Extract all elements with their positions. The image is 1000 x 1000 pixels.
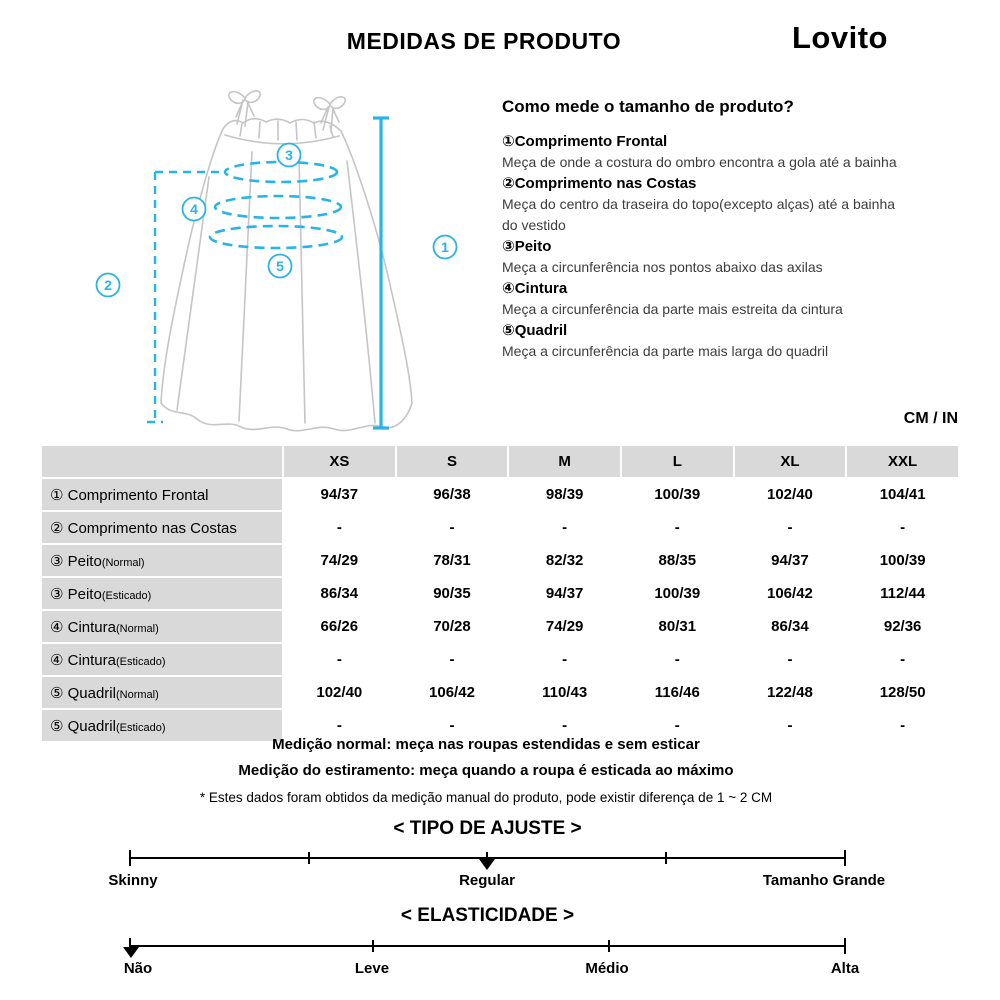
fit-label-tamanho-grande: Tamanho Grande bbox=[762, 872, 886, 889]
elasticity-marker-icon bbox=[123, 947, 139, 958]
size-value-cell: 102/40 bbox=[316, 684, 363, 701]
column-header-xs: XS bbox=[284, 446, 395, 477]
size-value-cell: - bbox=[336, 717, 342, 734]
size-value-cell: - bbox=[449, 651, 455, 668]
row-label: ④ Cintura(Esticado) bbox=[42, 644, 282, 675]
size-value-cell: 94/37 bbox=[771, 552, 809, 569]
guide-desc-waist: Meça a circunferência da parte mais estreita da cintura bbox=[502, 301, 843, 317]
table-row bbox=[42, 479, 958, 510]
measure-guide bbox=[502, 97, 902, 362]
size-value-cell: 90/35 bbox=[433, 585, 471, 602]
size-value-cell: 66/26 bbox=[320, 618, 359, 635]
size-value-cell: 94/37 bbox=[320, 486, 359, 503]
elasticity-label-alta: Alta bbox=[830, 960, 860, 977]
svg-text:2: 2 bbox=[104, 277, 112, 293]
size-value-cell: 100/39 bbox=[654, 486, 701, 503]
size-value-cell: - bbox=[449, 519, 455, 536]
size-value-cell: - bbox=[562, 519, 568, 536]
size-value-cell: - bbox=[336, 651, 342, 668]
column-header bbox=[42, 446, 282, 477]
size-value-cell: - bbox=[900, 717, 906, 734]
unit-label: CM / IN bbox=[903, 410, 958, 427]
marker-5 bbox=[269, 255, 292, 278]
size-value-cell: - bbox=[336, 519, 342, 536]
table-header-row bbox=[42, 446, 958, 477]
fit-marker-icon bbox=[479, 859, 495, 870]
column-header-xxl: XXL bbox=[847, 446, 958, 477]
svg-text:4: 4 bbox=[190, 201, 198, 217]
size-value-cell: 104/41 bbox=[879, 486, 926, 503]
marker-2 bbox=[97, 274, 120, 297]
marker-3 bbox=[278, 144, 301, 167]
elasticity-scale-line bbox=[130, 945, 845, 947]
marker-4 bbox=[183, 198, 206, 221]
size-value-cell: 94/37 bbox=[545, 585, 584, 602]
fit-label-regular: Regular bbox=[459, 872, 515, 889]
guide-label-back-length: ②Comprimento nas Costas bbox=[502, 175, 697, 192]
column-header-l: L bbox=[622, 446, 733, 477]
svg-text:3: 3 bbox=[285, 147, 293, 163]
waist-measure-ellipse bbox=[215, 196, 341, 218]
size-value-cell: 106/42 bbox=[429, 684, 475, 701]
row-label: ⑤ Quadril(Esticado) bbox=[42, 710, 282, 741]
size-value-cell: 98/39 bbox=[545, 486, 584, 503]
column-header-s: S bbox=[397, 446, 508, 477]
size-value-cell: - bbox=[449, 717, 455, 734]
size-value-cell: 102/40 bbox=[767, 486, 813, 503]
table-row bbox=[42, 578, 958, 609]
size-value-cell: - bbox=[787, 717, 793, 734]
size-value-cell: 74/29 bbox=[320, 552, 359, 569]
size-value-cell: 96/38 bbox=[433, 486, 471, 503]
bust-measure-ellipse bbox=[225, 162, 337, 182]
row-label: ② Comprimento nas Costas bbox=[42, 512, 282, 543]
size-value-cell: 88/35 bbox=[658, 552, 697, 569]
size-value-cell: 74/29 bbox=[545, 618, 584, 635]
guide-label-bust: ③Peito bbox=[502, 238, 552, 255]
size-value-cell: 86/34 bbox=[771, 618, 809, 635]
size-value-cell: - bbox=[674, 717, 680, 734]
page-title: MEDIDAS DE PRODUTO bbox=[346, 28, 622, 54]
size-value-cell: 116/46 bbox=[654, 684, 700, 701]
table-row bbox=[42, 512, 958, 543]
size-value-cell: - bbox=[562, 717, 568, 734]
size-value-cell: 122/48 bbox=[767, 684, 813, 701]
hip-measure-ellipse bbox=[210, 226, 342, 248]
size-value-cell: 106/42 bbox=[767, 585, 813, 602]
size-value-cell: 86/34 bbox=[320, 585, 359, 602]
guide-desc-front-length: Meça de onde a costura do ombro encontra a gola até a bainha bbox=[502, 154, 897, 170]
size-value-cell: - bbox=[900, 519, 906, 536]
marker-1 bbox=[434, 236, 457, 259]
size-value-cell: - bbox=[787, 651, 793, 668]
size-value-cell: 70/28 bbox=[433, 618, 471, 635]
guide-desc-hip: Meça a circunferência da parte mais larga do quadril bbox=[502, 343, 829, 359]
table-row bbox=[42, 677, 958, 708]
note-stretch-measure: Medição do estiramento: meça quando a roupa é esticada ao máximo bbox=[238, 762, 734, 779]
row-label: ⑤ Quadril(Normal) bbox=[42, 677, 282, 708]
size-value-cell: 78/31 bbox=[433, 552, 471, 569]
table-row bbox=[42, 545, 958, 576]
elasticity-label-medio: Médio bbox=[585, 960, 629, 977]
elasticity-scale-title: < ELASTICIDADE > bbox=[400, 905, 575, 926]
note-disclaimer: * Estes dados foram obtidos da medição manual do produto, pode existir diferença de 1 ~ 2 CM bbox=[199, 790, 773, 805]
fit-scale-title: < TIPO DE AJUSTE > bbox=[393, 818, 582, 839]
brand-logo: Lovito bbox=[792, 20, 888, 55]
size-value-cell: - bbox=[674, 519, 680, 536]
size-value-cell: - bbox=[674, 651, 680, 668]
guide-desc-back-length: Meça do centro da traseira do topo(excepto alças) até a bainha do vestido bbox=[502, 196, 896, 233]
size-value-cell: 110/43 bbox=[542, 684, 588, 701]
size-value-cell: 92/36 bbox=[883, 618, 922, 635]
note-normal-measure: Medição normal: meça nas roupas estendidas e sem esticar bbox=[272, 736, 700, 753]
fit-label-skinny: Skinny bbox=[108, 872, 158, 889]
row-label: ③ Peito(Esticado) bbox=[42, 578, 282, 609]
size-value-cell: 82/32 bbox=[545, 552, 584, 569]
svg-text:1: 1 bbox=[441, 239, 449, 255]
guide-heading: Como mede o tamanho de produto? bbox=[502, 97, 794, 116]
guide-desc-bust: Meça a circunferência nos pontos abaixo das axilas bbox=[502, 259, 823, 275]
guide-label-waist: ④Cintura bbox=[502, 280, 568, 297]
size-value-cell: 100/39 bbox=[879, 552, 926, 569]
size-value-cell: 128/50 bbox=[879, 684, 926, 701]
dress-diagram bbox=[46, 72, 480, 444]
elasticity-label-leve: Leve bbox=[354, 960, 390, 977]
row-label: ① Comprimento Frontal bbox=[42, 479, 282, 510]
size-value-cell: 80/31 bbox=[658, 618, 697, 635]
size-value-cell: 100/39 bbox=[654, 585, 701, 602]
table-row bbox=[42, 644, 958, 675]
svg-text:5: 5 bbox=[276, 258, 284, 274]
table-row bbox=[42, 611, 958, 642]
size-value-cell: - bbox=[562, 651, 568, 668]
size-value-cell: 112/44 bbox=[880, 585, 926, 602]
column-header-xl: XL bbox=[735, 446, 846, 477]
row-label: ③ Peito(Normal) bbox=[42, 545, 282, 576]
size-value-cell: - bbox=[787, 519, 793, 536]
column-header-m: M bbox=[509, 446, 620, 477]
size-value-cell: - bbox=[900, 651, 906, 668]
guide-label-front-length: ①Comprimento Frontal bbox=[502, 133, 668, 150]
guide-label-hip: ⑤Quadril bbox=[502, 322, 568, 339]
row-label: ④ Cintura(Normal) bbox=[42, 611, 282, 642]
size-table bbox=[40, 444, 960, 743]
elasticity-label-nao: Não bbox=[123, 960, 153, 977]
